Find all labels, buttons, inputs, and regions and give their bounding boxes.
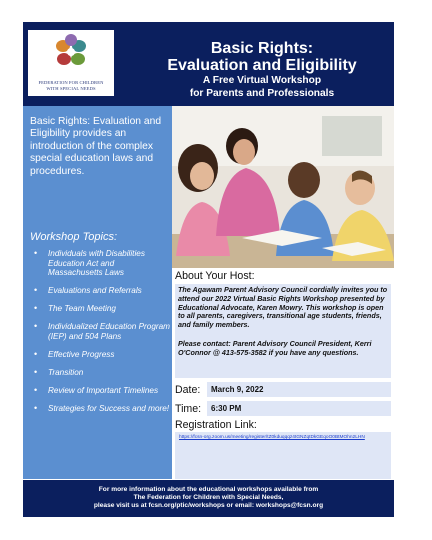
- topic-item: • Individualized Education Program (IEP) and 504 Plans: [30, 322, 170, 341]
- workshop-title: [135, 40, 389, 74]
- topic-item: • The Team Meeting: [30, 304, 170, 314]
- logo-text-line2: WITH SPECIAL NEEDS: [46, 86, 96, 91]
- teacher-students-image: [172, 106, 394, 268]
- flyer-footer: [23, 480, 394, 517]
- time-value: 6:30 PM: [207, 401, 391, 416]
- topic-item: • Evaluations and Referrals: [30, 286, 170, 296]
- footer-line2: The Federation for Children with Special Needs,: [133, 494, 284, 502]
- subtitle-line1: A Free Virtual Workshop: [202, 75, 322, 86]
- title-line1: Basic Rights:: [210, 40, 314, 57]
- intro-text: Basic Rights: Evaluation and Eligibility provides an introduction of the complex special education laws and procedures.: [30, 116, 162, 177]
- left-info-column: [23, 106, 172, 479]
- topic-item: • Transition: [30, 368, 170, 378]
- date-label: Date:: [175, 384, 201, 396]
- footer-line3: please visit us at fcsn.org/ptic/workshops or email: workshops@fcsn.org: [93, 502, 324, 510]
- topics-heading: Workshop Topics:: [30, 231, 118, 243]
- logo-text-line1: FEDERATION FOR CHILDREN: [38, 80, 104, 85]
- time-label: Time:: [175, 403, 202, 415]
- host-contact-paragraph: Please contact: Parent Advisory Council President, Kerri O'Connor @ 413-575-3582 if you have any questions.: [178, 338, 372, 357]
- host-heading: About Your Host:: [175, 270, 255, 282]
- organization-logo: [28, 30, 114, 96]
- flower-logo-icon: [50, 34, 92, 74]
- registration-box: [175, 432, 391, 479]
- subtitle-line2: for Parents and Professionals: [189, 88, 335, 99]
- registration-link[interactable]: https://fcsn-org.zoom.us/meeting/register/tZ0kduqqqz4tGNZqtDkGEqoO0BtMOhn2LHN: [179, 435, 365, 440]
- workshop-flyer: [23, 22, 394, 517]
- footer-line1: For more information about the educational workshops available from: [98, 486, 319, 493]
- title-line2: Evaluation and Eligibility: [167, 57, 357, 74]
- workshop-subtitle: [135, 74, 389, 100]
- classroom-photo: [172, 106, 394, 268]
- registration-label: Registration Link:: [175, 419, 257, 431]
- topics-list: [30, 249, 170, 422]
- logo-petal-purple: [65, 34, 77, 46]
- host-paragraph: The Agawam Parent Advisory Council cordially invites you to attend our 2022 Virtual Basic Rights Workshop presented by Educational Advocate, Karen Mowry. This workshop is open to all parents, caregivers, transitional age students, friends, and family members.: [178, 285, 388, 330]
- topic-item: • Effective Progress: [30, 350, 170, 360]
- topic-item: • Individuals with Disabilities Education Act and Massachusetts Laws: [30, 249, 170, 278]
- logo-center: [67, 48, 75, 56]
- topic-item: • Review of Important Timelines: [30, 386, 170, 396]
- flyer-header: [23, 22, 394, 106]
- date-value: March 9, 2022: [207, 382, 391, 397]
- host-description-box: [175, 284, 391, 378]
- topic-item: • Strategies for Success and more!: [30, 404, 170, 414]
- logo-text: [28, 80, 114, 92]
